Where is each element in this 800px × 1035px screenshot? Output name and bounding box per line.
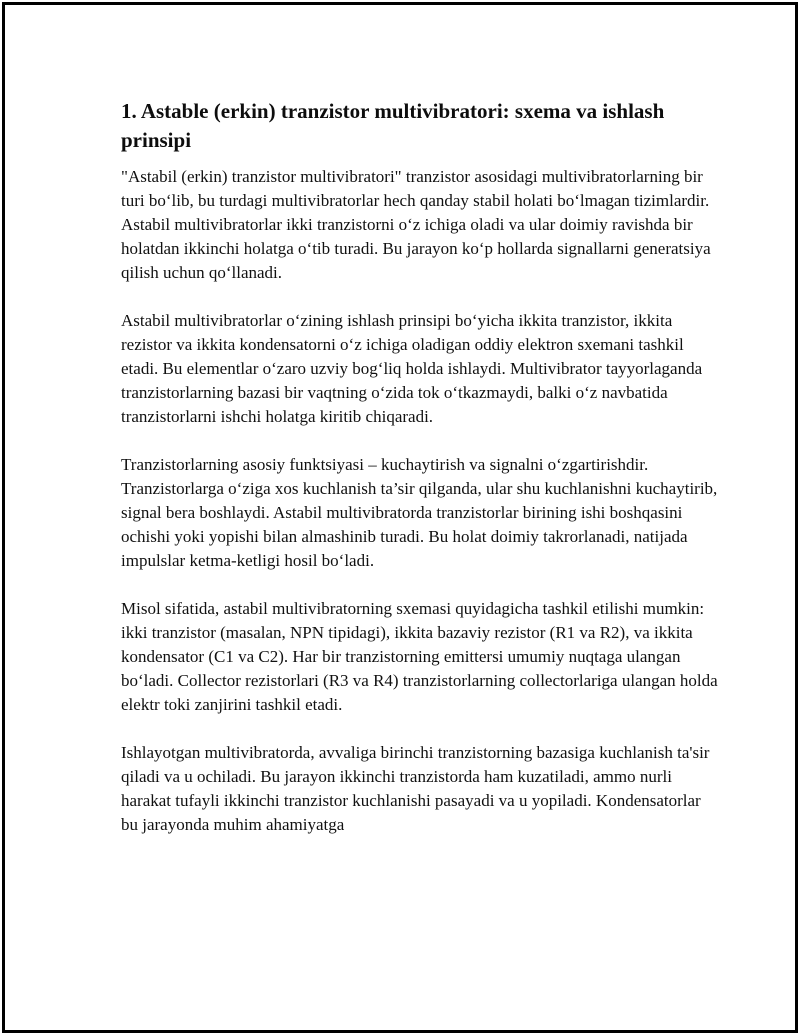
paragraph-5: Ishlayotgan multivibratorda, avvaliga birinchi tranzistorning bazasiga kuchlanish ta'sir qiladi va u ochiladi. Bu jarayon ikkinchi tranzistorda ham kuzatiladi, ammo nurli harakat tufayli ikkinchi tranzistor kuchlanishi pasayadi va u yopiladi. Kondensatorlar bu jarayonda muhim ahamiyatga <box>121 743 710 834</box>
paragraph-3: Tranzistorlarning asosiy funktsiyasi – kuchaytirish va signalni o‘zgartirishdir. Tranzistorlarga o‘ziga xos kuchlanish ta’sir qilganda, ular shu kuchlanishni kuchaytirib, signal bera boshlaydi. Astabil multivibratorda tranzistorlar birining ishi boshqasini ochishi yoki yopishi bilan almashinib turadi. Bu holat doimiy takrorlanadi, natijada impulslar ketma-ketligi hosil bo‘ladi. <box>121 455 718 570</box>
page-frame <box>2 2 798 1033</box>
paragraph-2: Astabil multivibratorlar o‘zining ishlash prinsipi bo‘yicha ikkita tranzistor, ikkita rezistor va ikkita kondensatorni o‘z ichiga oladigan oddiy elektron sxemani tashkil etadi. Bu elementlar o‘zaro uzviy bog‘liq holda ishlaydi. Multivibrator tayyorlaganda tranzistorlarning bazasi bir vaqtning o‘zida tok o‘tkazmaydi, balki o‘z navbatida tranzistorlarni ishchi holatga kiritib chiqaradi. <box>121 311 703 426</box>
section-heading: 1. Astable (erkin) tranzistor multivibratori: sxema va ishlash prinsipi <box>121 99 665 152</box>
paragraph-1: "Astabil (erkin) tranzistor multivibratori" tranzistor asosidagi multivibratorlarning bir turi bo‘lib, bu turdagi multivibratorlar hech qanday stabil holati bo‘lmagan tizimlardir. Astabil multivibratorlar ikki tranzistorni o‘z ichiga oladi va ular doimiy ravishda bir holatdan ikkinchi holatga o‘tib turadi. Bu jarayon ko‘p hollarda signallarni generatsiya qilish uchun qo‘llanadi. <box>121 167 711 282</box>
paragraph-4: Misol sifatida, astabil multivibratorning sxemasi quyidagicha tashkil etilishi mumkin: ikki tranzistor (masalan, NPN tipidagi), ikkita bazaviy rezistor (R1 va R2), va ikkita kondensator (C1 va C2). Har bir tranzistorning emittersi umumiy nuqtaga ulangan bo‘ladi. Collector rezistorlari (R3 va R4) tranzistorlarning collectorlariga ulangan holda elektr toki zanjirini tashkil etadi. <box>121 599 718 714</box>
document-body <box>121 97 721 861</box>
